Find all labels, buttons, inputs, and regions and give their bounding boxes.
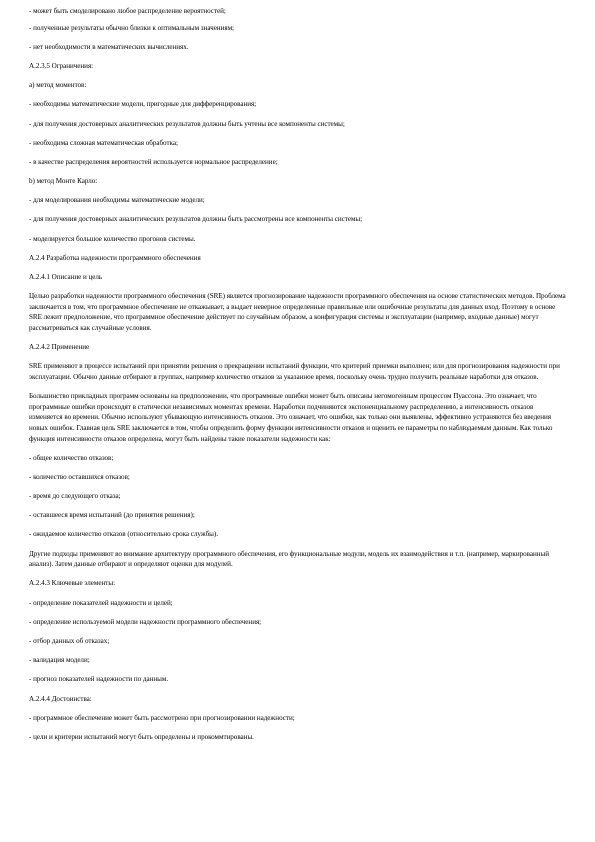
bullet-normal-distribution: - в качестве распределения вероятностей используется нормальное распределение; bbox=[29, 157, 278, 166]
paragraph-sre-models: Большинство прикладных программ основаны на предположении, что программные ошибки может быть описаны негомогенным процессом Пуассона. Это означает, что программные ошибки происходят в статически независимых моментах времени. Наработки подчиняются экспоненциальному распределению, а интенсивность отказов изменяется во времени. Обычно используют убывающую интенсивность отказов. Это означает, что ошибки, как только они выявлены, эффективно устраняются без введения новых ошибок. Главная цель SRE заключается в том, чтобы определить форму функции интенсивности отказов и оценить ее параметры по наблюдаемым данным. Как только функция интенсивности отказов определена, могут быть найдены такие показатели надежности как: bbox=[29, 392, 553, 443]
bullet-many-runs: - моделируется большое количество прогонов системы. bbox=[29, 234, 196, 243]
bullet-test-goals: - цели и критерии испытаний могут быть определены и прокоммтированы. bbox=[29, 732, 254, 741]
paragraph-other-approaches: Другие подходы применяют во внимание архитектуру программного обеспечения, его функциональные модули, модель их взаимодействия и т.п. (например, маркированный анализ). Затем данные отбирают и определяют оценки для модулей. bbox=[29, 549, 549, 569]
bullet-collect-failure-data: - отбор данных об отказах; bbox=[29, 637, 110, 645]
bullet-remaining-failures: - количество оставшихся отказов; bbox=[29, 472, 130, 481]
document-page bbox=[29, 6, 567, 751]
bullet-expected-failures: - ожидаемое количество отказов (относительно срока службы). bbox=[29, 530, 218, 539]
bullet-results-optimal: - полученные результаты обычно близки к оптимальным значениям; bbox=[29, 23, 234, 32]
bullet-time-next-failure: - время до следующего отказа; bbox=[29, 492, 121, 501]
label-moments-method: a) метод моментов: bbox=[29, 81, 87, 90]
label-monte-carlo: b) метод Монте Карло: bbox=[29, 177, 98, 186]
bullet-model-validation: - валидация модели; bbox=[29, 656, 90, 665]
bullet-all-components-considered: - для получения достоверных аналитических результатов должны быть рассмотрены все компоненты системы; bbox=[29, 215, 363, 224]
bullet-remaining-test-time: - оставшееся время испытаний (до принятия решения); bbox=[29, 511, 195, 520]
bullet-any-distribution: - может быть смоделировано любое распределение вероятностей; bbox=[29, 7, 226, 15]
bullet-math-models-required: - необходимы математические модели, пригодные для дифференцирования; bbox=[29, 100, 257, 109]
bullet-total-failures: - общее количество отказов; bbox=[29, 453, 114, 462]
paragraph-sre-purpose: Целью разработки надежности программного обеспечения (SRE) является прогнозирование надежности программного обеспечения на основе статистических методов. Проблема заключается в том, что программное обеспечение не откажывает, а выдает неверное определенные правильные или ошибочные результаты для данных вход. Поэтому в основе SRE лежит предположение, что программное обеспечение действует по случайным образом, а конфигурация системы и эксплуатации (например, входные данные) могут рассматриваться как случайные условия. bbox=[29, 292, 566, 332]
bullet-forecast-indicators: - прогноз показателей надежности по данным. bbox=[29, 675, 169, 684]
heading-key-elements: А.2.4.3 Ключевые элементы: bbox=[29, 579, 116, 588]
heading-software-reliability: А.2.4 Разработка надежности программного обеспечения bbox=[29, 253, 201, 262]
bullet-define-model: - определение используемой модели надежности программного обеспечения; bbox=[29, 617, 262, 626]
heading-application: А.2.4.2 Применение bbox=[29, 343, 90, 352]
bullet-all-components: - для получения достоверных аналитических результатов должны быть учтены все компоненты системы; bbox=[29, 119, 345, 128]
bullet-modeling-math-models: - для моделирования необходимы математические модели; bbox=[29, 196, 205, 205]
bullet-no-math: - нет необходимости в математических вычислениях. bbox=[29, 42, 189, 51]
heading-overview: А.2.4.1 Описание и цель bbox=[29, 273, 103, 282]
bullet-software-predictable: - программное обеспечение может быть рассмотрено при прогнозировании надежности; bbox=[29, 713, 295, 722]
bullet-complex-processing: - необходима сложная математическая обработка; bbox=[29, 138, 178, 147]
heading-limitations: А.2.3.5 Ограничения: bbox=[29, 61, 94, 70]
paragraph-sre-application: SRE применяют в процессе испытаний при принятии решения о прекращении испытаний функции, что критерий приемки выполнен; или для прогнозирования надежности при эксплуатации. Обычно данные отбирают в группах, например количество отказов за указанное время, поскольку очень трудно получить реальные наработки для отказов. bbox=[29, 362, 560, 381]
bullet-define-indicators: - определение показателей надежности и целей; bbox=[29, 598, 173, 607]
heading-advantages: А.2.4.4 Достоинства: bbox=[29, 694, 92, 703]
